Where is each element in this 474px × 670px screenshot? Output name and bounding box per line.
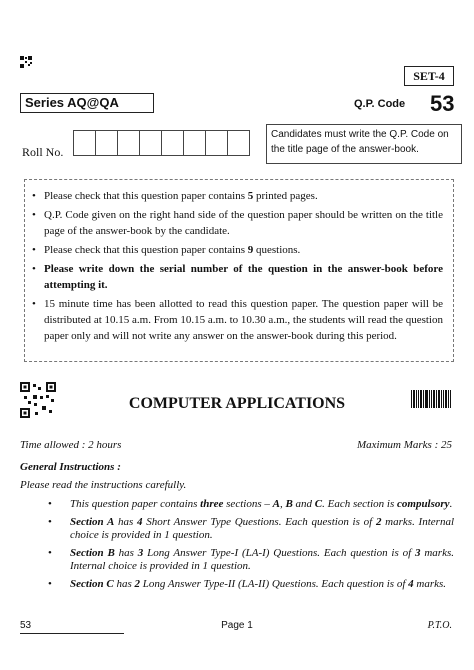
instruction-item xyxy=(32,296,443,344)
qr-code-icon xyxy=(20,56,32,68)
roll-number-cell xyxy=(95,130,117,156)
text-run: 4 xyxy=(408,578,414,590)
text-run: Please check that this question paper contains xyxy=(44,244,248,256)
text-run: 3 xyxy=(137,547,144,559)
text-run: Long Answer Type-I (LA-I) Questions. Each question is of xyxy=(143,547,416,559)
footer-qp-code: 53 xyxy=(20,620,32,631)
roll-number-boxes xyxy=(73,130,250,156)
instruction-item xyxy=(32,207,443,239)
text-run: and xyxy=(292,498,315,510)
set-label: SET-4 xyxy=(404,66,454,86)
text-run: Please write down the serial number of the question in the answer-book before attempting it. xyxy=(44,263,443,291)
text-run: marks. Internal choice is provided in 1 question. xyxy=(70,547,454,572)
general-instruction-item xyxy=(48,547,454,573)
text-run: Short Answer Type Questions. Each question is of xyxy=(142,516,376,528)
text-run: C xyxy=(314,498,323,510)
text-run: printed pages. xyxy=(253,190,318,202)
maximum-marks: Maximum Marks : 25 xyxy=(356,439,452,451)
text-run: marks. Internal choice is provided in 1 question. xyxy=(70,516,454,541)
text-run: Please check that this question paper contains xyxy=(44,190,248,202)
text-run: . xyxy=(449,498,453,510)
general-instructions-intro: Please read the instructions carefully. xyxy=(20,479,187,491)
instruction-item xyxy=(32,261,443,293)
text-run: , xyxy=(279,498,286,510)
instruction-item xyxy=(32,188,443,204)
instructions-list xyxy=(32,188,443,347)
qp-code-label: Q.P. Code xyxy=(354,98,406,110)
text-run: 15 minute time has been allotted to read this question paper. The question paper will be distributed at 10.15 a.m. From 10.15 a.m. to 10.30 a.m., the students will read the question paper only and will not write any answer on the answer-book during this period. xyxy=(44,298,443,342)
roll-number-cell xyxy=(205,130,227,156)
text-run: A xyxy=(272,498,280,510)
time-allowed: Time allowed : 2 hours xyxy=(20,439,122,451)
general-instructions-list xyxy=(48,498,454,596)
roll-number-cell xyxy=(161,130,183,156)
barcode-icon xyxy=(411,390,451,408)
text-run: 3 xyxy=(415,547,421,559)
text-run: has xyxy=(113,578,135,590)
page-number: Page 1 xyxy=(221,620,253,631)
candidate-note: Candidates must write the Q.P. Code on the title page of the answer-book. xyxy=(266,124,462,164)
text-run: Section C xyxy=(70,578,114,590)
general-instruction-item xyxy=(48,516,454,542)
text-run: 2 xyxy=(375,516,382,528)
footer-rule xyxy=(20,633,124,634)
please-turn-over: P.T.O. xyxy=(427,620,452,631)
text-run: has xyxy=(114,516,138,528)
roll-number-cell xyxy=(117,130,139,156)
text-run: sections – xyxy=(223,498,273,510)
text-run: 9 xyxy=(247,244,254,256)
text-run: 2 xyxy=(134,578,140,590)
series-label: Series AQ@QA xyxy=(20,93,154,113)
text-run: marks. xyxy=(413,578,447,590)
general-instructions-heading: General Instructions : xyxy=(20,461,121,473)
instruction-item xyxy=(32,242,443,258)
roll-number-cell xyxy=(227,130,250,156)
text-run: three xyxy=(200,498,224,510)
text-run: 5 xyxy=(247,190,254,202)
qp-code-value: 53 xyxy=(430,91,455,116)
roll-number-cell xyxy=(139,130,161,156)
text-run: questions. xyxy=(253,244,301,256)
text-run: Section A xyxy=(70,516,115,528)
roll-number-label: Roll No. xyxy=(22,145,64,159)
text-run: has xyxy=(114,547,138,559)
text-run: . Each section is xyxy=(322,498,397,510)
roll-number-cell xyxy=(183,130,205,156)
text-run: Q.P. Code given on the right hand side of the question paper should be written on the title page of the answer-book by the candidate. xyxy=(44,209,443,237)
subject-title: COMPUTER APPLICATIONS xyxy=(128,395,346,412)
general-instruction-item xyxy=(48,578,454,591)
text-run: B xyxy=(285,498,293,510)
text-run: This question paper contains xyxy=(70,498,201,510)
general-instruction-item xyxy=(48,498,454,511)
roll-number-cell xyxy=(73,130,95,156)
text-run: compulsory xyxy=(397,498,450,510)
text-run: 4 xyxy=(137,516,143,528)
text-run: Section B xyxy=(70,547,115,559)
text-run: Long Answer Type-II (LA-II) Questions. Each question is of xyxy=(139,578,409,590)
